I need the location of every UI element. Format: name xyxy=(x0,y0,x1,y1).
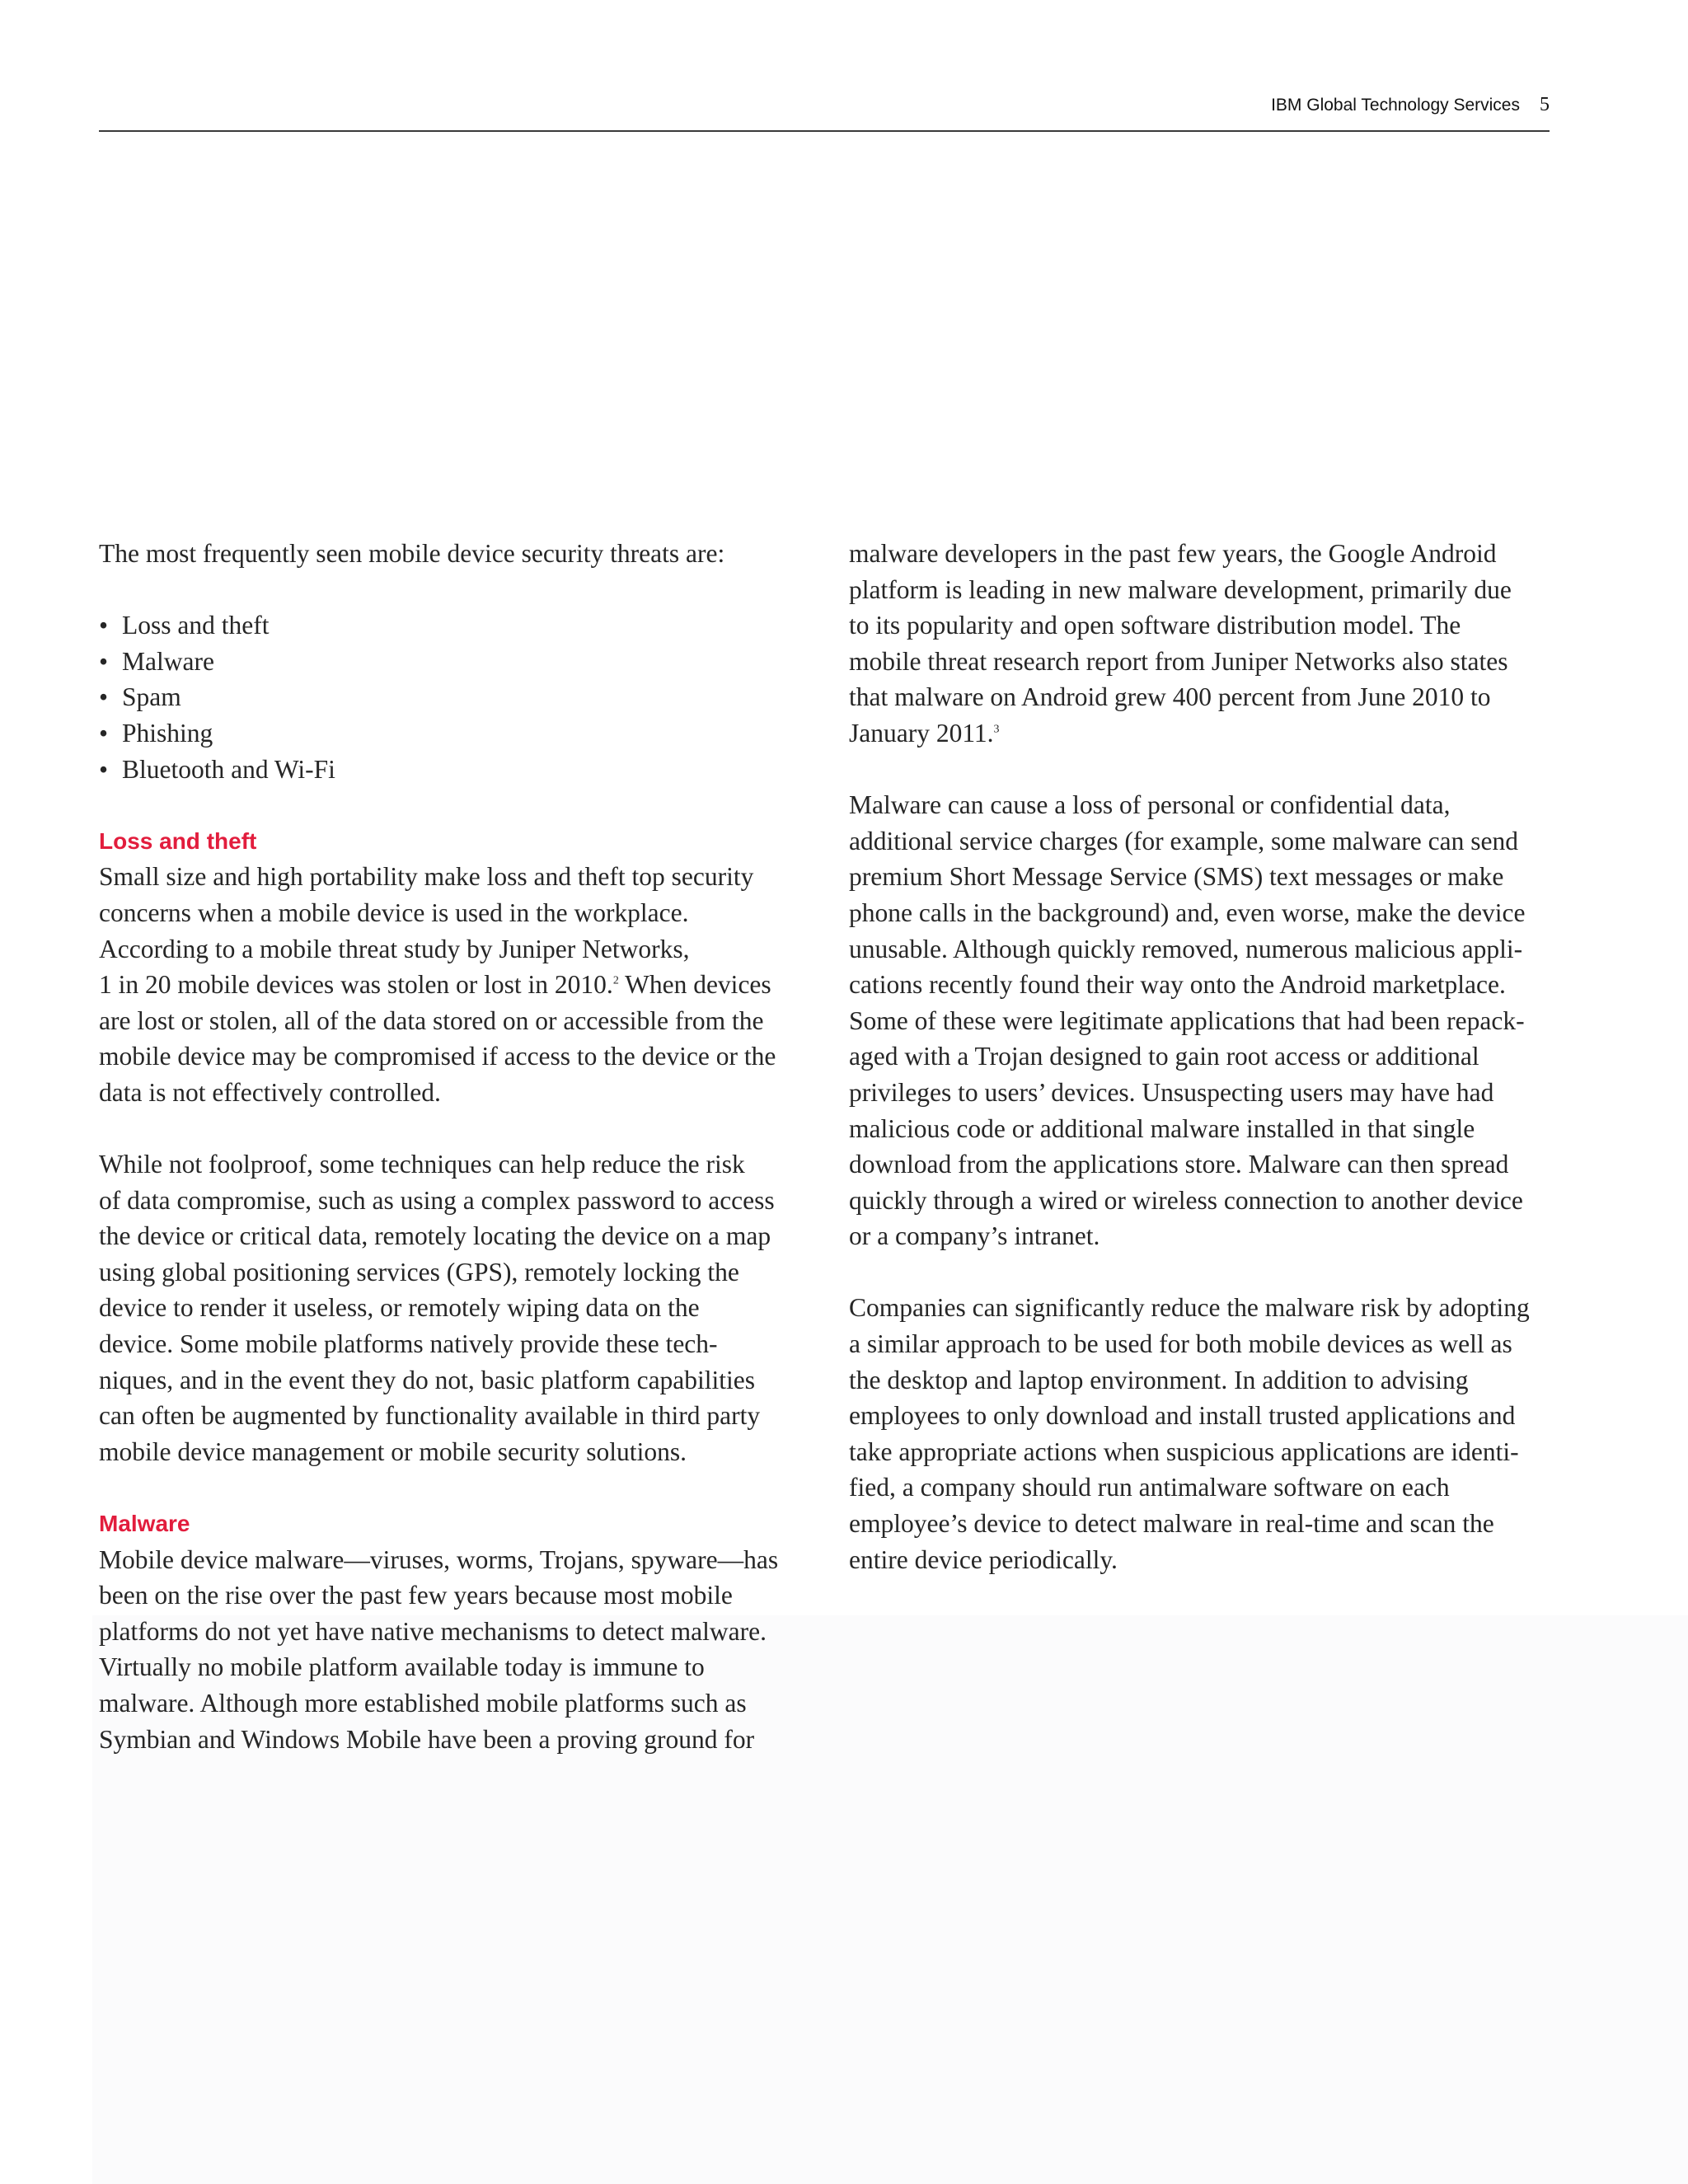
page-header xyxy=(99,91,1550,132)
threat-list-item: • Phishing xyxy=(99,715,808,752)
header-brand: IBM Global Technology Services xyxy=(1271,96,1520,115)
page-number: 5 xyxy=(1540,94,1550,115)
left-column xyxy=(99,536,808,1793)
footnote-marker: 2 xyxy=(612,974,619,987)
threat-list-item: • Spam xyxy=(99,679,808,715)
loss-and-theft-heading: Loss and theft xyxy=(99,827,257,854)
right-column xyxy=(849,536,1558,1614)
footnote-marker: 3 xyxy=(993,723,1000,736)
loss-paragraph-1 xyxy=(99,859,808,1110)
malware-paragraph-2: Malware can cause a loss of personal or confidential data, additional service charges (for example, some malware can send premium Short Message Service (SMS) text messages or make phone calls in the background) and, even worse, make the device unusable. Although quickly removed, numerous malicious appli- cations recently found their way onto the Android marketplace. Some of these were legitimate applications that had been repack- aged with a Trojan designed to gain root access or additional privileges to users’ devices. Unsuspecting users may have had malicious code or additional malware installed in that single download from the applications store. Malware can then spread quickly through a wired or wireless connection to another device or a company’s intranet. xyxy=(849,790,1526,1251)
malware-heading: Malware xyxy=(99,1511,190,1537)
malware-paragraph-continued xyxy=(849,536,1558,752)
threat-list xyxy=(99,607,808,787)
loss-paragraph-2: While not foolproof, some techniques can help reduce the risk of data compromise, such as using a complex password to access the device or critical data, remotely locating the device on a map using global positioning services (GPS), remotely locking the device to render it useless, or remotely wiping data on the device. Some mobile platforms natively provide these tech- niques, and in the event they do not, basic platform capabilities can often be augmented by functionality available in third party mobile device management or mobile security solutions. xyxy=(99,1150,775,1466)
loss-paragraph-1-text-a: Small size and high portability make loss and theft top security concerns when a mobile device is used in the workplace. According to a mobile threat study by Juniper Networks, 1 in 20 mobile devices was stolen or lost in 2010. xyxy=(99,862,754,1000)
threat-list-item: • Bluetooth and Wi-Fi xyxy=(99,752,808,788)
malware-paragraph-1: Mobile device malware—viruses, worms, Trojans, spyware—has been on the rise over the past few years because most mobile platforms do not yet have native mechanisms to detect malware. Virtually no mobile platform available today is immune to malware. Although more established mobile platforms such as Symbian and Windows Mobile have been a proving ground for xyxy=(99,1544,779,1754)
threat-list-item: • Loss and theft xyxy=(99,607,808,644)
intro-paragraph: The most frequently seen mobile device security threats are: xyxy=(99,539,725,568)
threat-list-item: • Malware xyxy=(99,644,808,680)
loss-paragraph-1-text-b: When devices are lost or stolen, all of the data stored on or accessible from the mobile device may be compromised if access to the device or the data is not effectively controlled. xyxy=(99,970,776,1107)
malware-paragraph-continued-text: malware developers in the past few years, the Google Android platform is leading in new malware development, primarily due to its popularity and open software distribution model. The mobile threat research report from Juniper Networks also states that malware on Android grew 400 percent from June 2010 to January 2011. xyxy=(849,539,1512,748)
malware-paragraph-3: Companies can significantly reduce the malware risk by adopting a similar approach to be used for both mobile devices as well as the desktop and laptop environment. In addition to advising employees to only download and install trusted applications and take appropriate actions when suspicious applications are identi- fied, a company should run antimalware software on each employee’s device to detect malware in real-time and scan the entire device periodically. xyxy=(849,1293,1530,1574)
